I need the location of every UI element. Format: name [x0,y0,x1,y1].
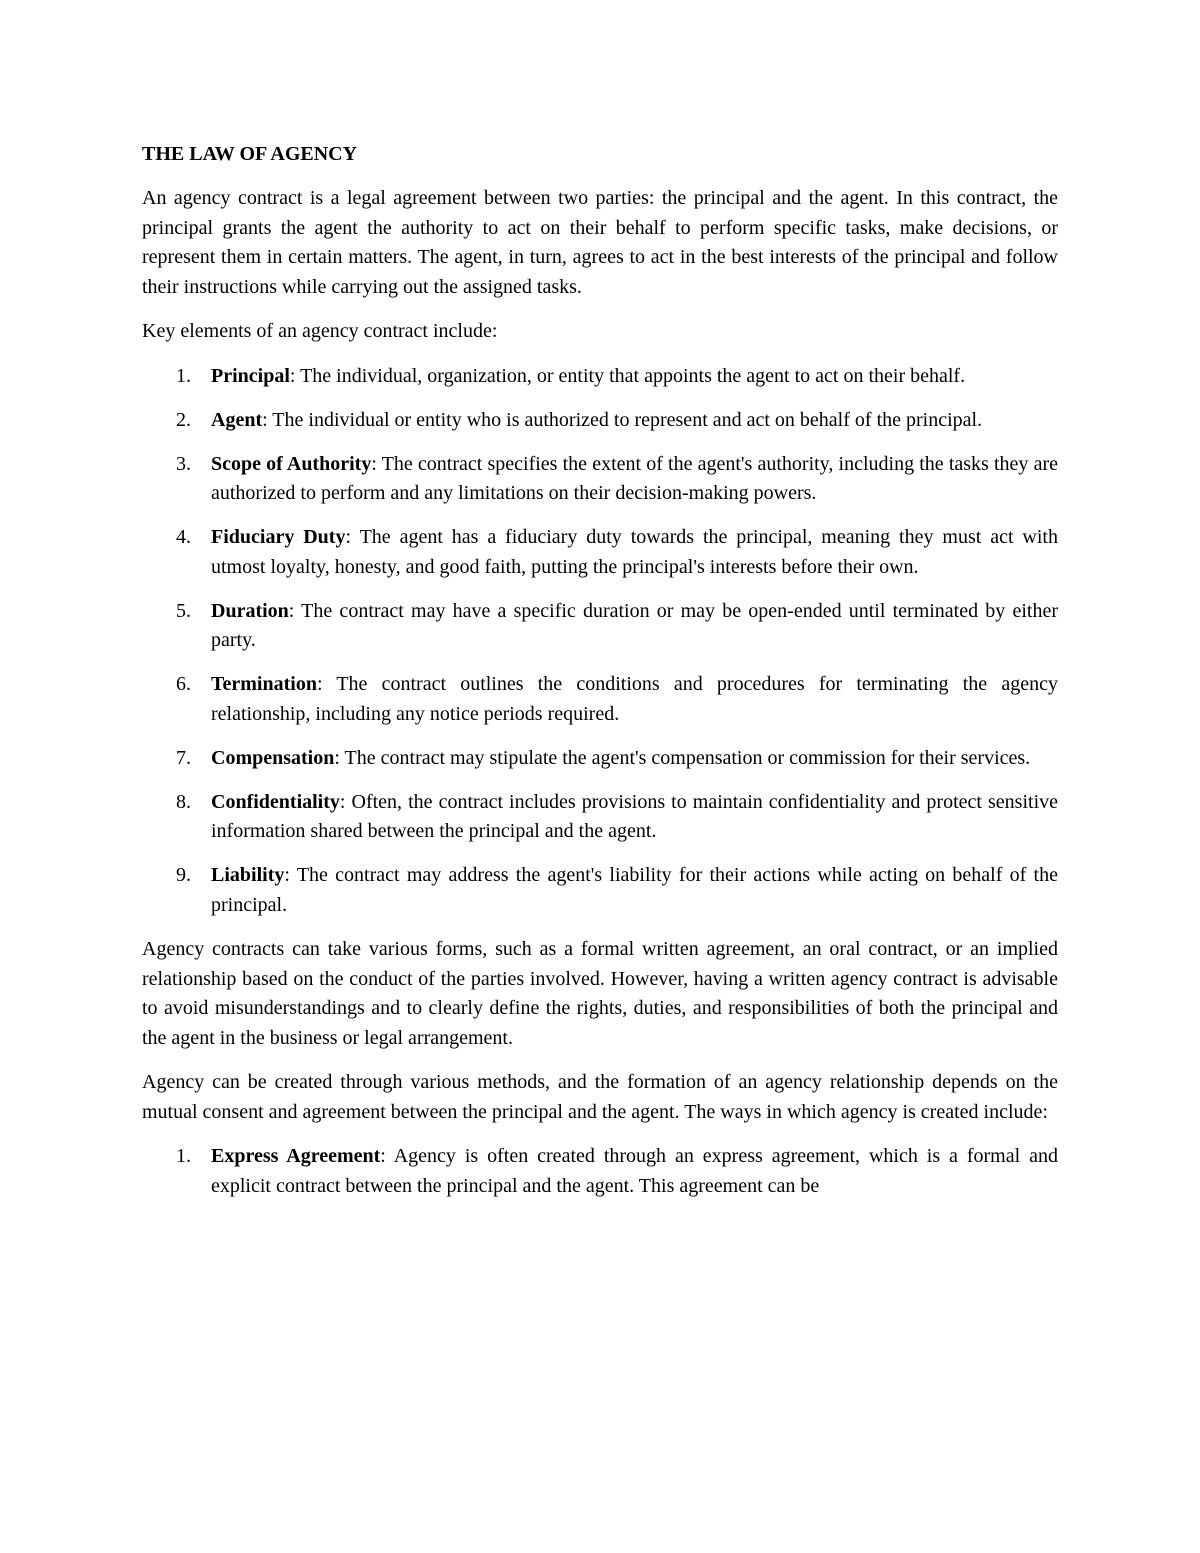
forms-paragraph: Agency contracts can take various forms, such as a formal written agreement, an oral contract, or an implied relationship based on the conduct of the parties involved. However, having a written agency contract is advisable to avoid misunderstandings and to clearly define the rights, duties, and responsibilities of both the principal and the agent in the business or legal arrangement. [142,938,1058,1049]
list-item [142,597,1058,656]
list-item [142,744,1058,774]
list-number: 2. [176,408,191,431]
list-item [142,406,1058,436]
list-text: : The contract may address the agent's liability for their actions while acting on behalf of the principal. [211,864,1058,916]
list-item [142,362,1058,392]
list-number: 7. [176,746,191,769]
list-text: : The individual or entity who is authorized to represent and act on behalf of the principal. [262,408,983,431]
key-elements-list [142,362,1058,921]
list-term: Scope of Authority [211,452,372,475]
creation-paragraph: Agency can be created through various methods, and the formation of an agency relationship depends on the mutual consent and agreement between the principal and the agent. The ways in which agency is created include: [142,1071,1058,1123]
list-text: : The contract may stipulate the agent's compensation or commission for their services. [334,746,1031,769]
list-text: : The contract outlines the conditions and procedures for terminating the agency relationship, including any notice periods required. [211,673,1058,725]
list-number: 8. [176,790,191,813]
list-term: Fiduciary Duty [211,526,346,548]
list-number: 3. [176,452,191,475]
list-item [142,670,1058,729]
document-title: THE LAW OF AGENCY [142,143,358,165]
list-number: 9. [176,864,191,886]
list-text: : The contract specifies the extent of the agent's authority, including the tasks they are authorized to perform and any limitations on their decision-making powers. [211,452,1058,504]
creation-methods-list [142,1142,1058,1201]
list-item [142,1142,1058,1201]
list-term: Termination [211,673,317,695]
document-page [142,140,1058,1216]
list-term: Confidentiality [211,790,340,813]
list-number: 1. [176,1145,191,1167]
list-number: 6. [176,673,191,695]
list-number: 5. [176,599,191,622]
list-term: Agent [211,408,263,431]
list-text: : The agent has a fiduciary duty towards the principal, meaning they must act with utmost loyalty, honesty, and good faith, putting the principal's interests before their own. [211,526,1058,578]
elements-heading: Key elements of an agency contract include: [142,320,498,342]
list-item [142,523,1058,582]
list-number: 4. [176,526,191,548]
list-term: Principal [211,364,290,387]
list-text: : The contract may have a specific duration or may be open-ended until terminated by either party. [211,599,1058,651]
list-item [142,861,1058,920]
list-item [142,450,1058,509]
list-text: : Often, the contract includes provisions to maintain confidentiality and protect sensitive information shared between the principal and the agent. [211,790,1058,842]
list-term: Duration [211,599,289,622]
list-term: Compensation [211,746,335,769]
list-term: Express Agreement [211,1145,381,1167]
list-text: : The individual, organization, or entity that appoints the agent to act on their behalf. [289,364,966,387]
list-text: : Agency is often created through an express agreement, which is a formal and explicit contract between the principal and the agent. This agreement can be [211,1145,1058,1197]
intro-paragraph: An agency contract is a legal agreement between two parties: the principal and the agent. In this contract, the principal grants the agent the authority to act on their behalf to perform specific tasks, make decisions, or represent them in certain matters. The agent, in turn, agrees to act in the best interests of the principal and follow their instructions while carrying out the assigned tasks. [142,187,1058,298]
list-term: Liability [211,864,285,886]
list-item [142,788,1058,847]
list-number: 1. [176,364,191,387]
